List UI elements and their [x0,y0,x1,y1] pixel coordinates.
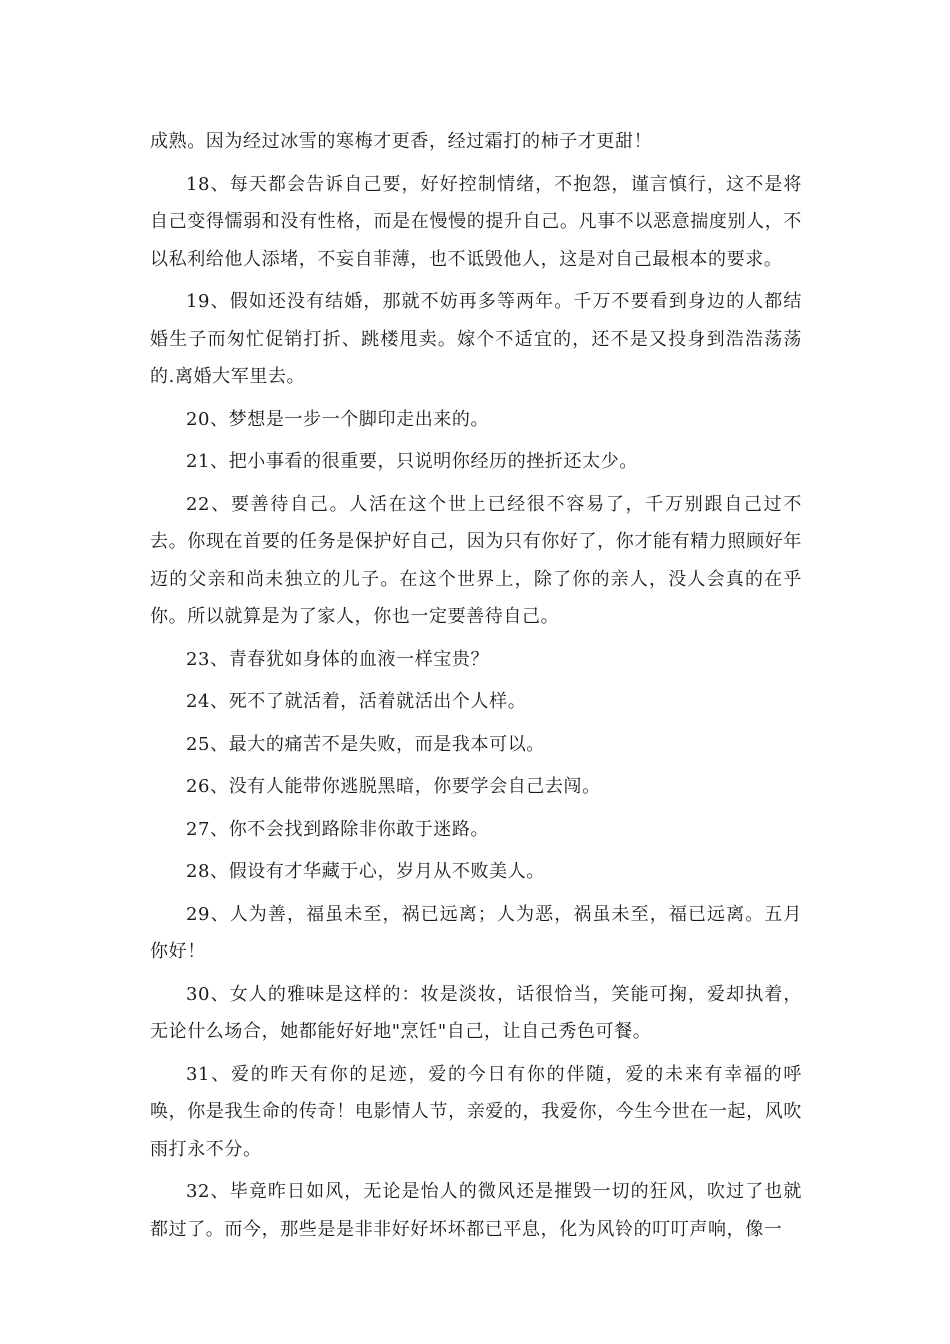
paragraph-item-23: 23、青春犹如身体的血液一样宝贵？ [186,648,490,670]
paragraph-item-31: 31、爱的昨天有你的足迹，爱的今日有你的伴随，爱的未来有幸福的呼唤，你是我生命的传奇！电影情人节，亲爱的，我爱你，今生今世在一起，风吹雨打永不分。 [150,1063,802,1160]
paragraph-item-30: 30、女人的雅味是这样的：妆是淡妆，话很恰当，笑能可掬，爱却执着，无论什么场合，她都能好好地"烹饪"自己，让自己秀色可餐。 [150,983,802,1042]
paragraph-item-22: 22、要善待自己。人活在这个世上已经很不容易了，千万别跟自己过不去。你现在首要的任务是保护好自己，因为只有你好了，你才能有精力照顾好年迈的父亲和尚未独立的儿子。在这个世界上，除了你的亲人，没人会真的在乎你。所以就算是为了家人，你也一定要善待自己。 [150,493,802,627]
paragraph-item-32: 32、毕竟昨日如风，无论是怡人的微风还是摧毁一切的狂风，吹过了也就都过了。而今，那些是是非非好好坏坏都已平息，化为风铃的叮叮声响，像一 [150,1181,802,1240]
paragraph-item-20: 20、梦想是一步一个脚印走出来的。 [186,408,490,430]
paragraph-item-25: 25、最大的痛苦不是失败，而是我本可以。 [186,733,545,755]
paragraph-item-27: 27、你不会找到路除非你敢于迷路。 [186,818,490,840]
paragraph-item-26: 26、没有人能带你逃脱黑暗，你要学会自己去闯。 [186,776,601,797]
paragraph-item-28: 28、假设有才华藏于心，岁月从不败美人。 [186,861,545,882]
paragraph-continuation: 成熟。因为经过冰雪的寒梅才更香，经过霜打的柿子才更甜！ [150,131,653,152]
paragraph-item-19: 19、假如还没有结婚，那就不妨再多等两年。千万不要看到身边的人都结婚生子而匆忙促销打折、跳楼甩卖。嫁个不适宜的，还不是又投身到浩浩荡荡的.离婚大军里去。 [150,291,802,387]
document-body [150,123,802,1253]
paragraph-item-21: 21、把小事看的很重要，只说明你经历的挫折还太少。 [186,451,638,472]
paragraph-item-24: 24、死不了就活着，活着就活出个人样。 [186,691,527,712]
paragraph-item-29: 29、人为善，福虽未至，祸已远离；人为恶，祸虽未至，福已远离。五月你好！ [150,903,802,962]
paragraph-item-18: 18、每天都会告诉自己要，好好控制情绪，不抱怨，谨言慎行，这不是将自己变得懦弱和没有性格，而是在慢慢的提升自己。凡事不以恶意揣度别人，不以私利给他人添堵，不妄自菲薄，也不诋毁他人，这是对自己最根本的要求。 [150,173,802,270]
